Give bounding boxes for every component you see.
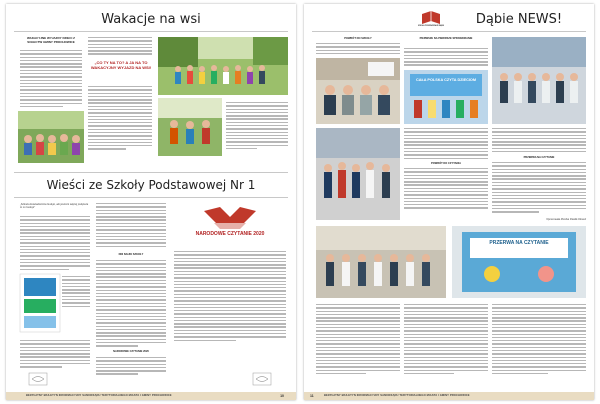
magazine-spread bbox=[6, 4, 594, 400]
subsection-heading-2: NARODOWE CZYTANIE 2020 bbox=[113, 350, 149, 353]
article-text-col2b bbox=[96, 260, 166, 349]
poster-title: PRZERWA NA CZYTANIE bbox=[489, 240, 549, 246]
article-text-cont2 bbox=[20, 340, 90, 370]
article-text-col2 bbox=[88, 37, 152, 57]
photo-image bbox=[18, 111, 84, 163]
article-text bbox=[20, 216, 90, 272]
poster-przerwa-na-czytanie bbox=[452, 226, 586, 298]
col-heading: POWRÓT DO SZKOŁY bbox=[344, 37, 372, 40]
photo-students-corridor bbox=[316, 226, 446, 298]
photo-children-outdoor bbox=[158, 98, 222, 156]
page-title: Wakacje na wsi bbox=[101, 12, 201, 27]
photo-image bbox=[158, 37, 288, 95]
photo-group-park bbox=[158, 37, 288, 95]
article-text-cont bbox=[62, 276, 90, 309]
article-text-row2-col2b bbox=[492, 162, 586, 215]
article-lead: „Szkoła doświadczenia buduje, ale jeszcze więcej polepsza to co buduje” bbox=[20, 203, 89, 210]
footer-text: BEZPŁATNY BIULETYN INFORMACYJNY SAMORZĄDU TERYTORIALNEGO MIASTA I GMINY PROCHOWICE bbox=[324, 394, 470, 397]
article-text bbox=[316, 43, 400, 56]
photo-certificate bbox=[20, 274, 60, 332]
logo-caption: SZKOŁA PODSTAWOWA W DĄBIU bbox=[417, 26, 445, 27]
ornament-icon bbox=[252, 372, 272, 386]
page-number: 10 bbox=[280, 393, 284, 398]
article-text-bottom2 bbox=[404, 304, 488, 376]
page-title: Dąbie NEWS! bbox=[475, 12, 563, 27]
poster-image bbox=[452, 226, 586, 298]
pull-quote: „CO TY NA TO? A JA NA TO WAKACYJNY WYJAZD NA WSI! bbox=[90, 60, 152, 70]
col-heading-4: PRZERWA NA CZYTANIE bbox=[523, 156, 555, 159]
left-page bbox=[6, 4, 296, 400]
page-footer bbox=[6, 392, 296, 400]
photo-image bbox=[316, 128, 400, 220]
article-text-col3 bbox=[174, 251, 286, 343]
banner-cala-polska bbox=[404, 70, 488, 124]
photo-children-group bbox=[18, 111, 84, 163]
banner-caption: CAŁA POLSKA CZYTA DZIECIOM bbox=[415, 78, 477, 82]
photo-students-reading bbox=[316, 128, 400, 220]
photo-image bbox=[492, 37, 586, 124]
article-text-bottom3 bbox=[492, 304, 586, 376]
article-text-col2b bbox=[88, 86, 152, 152]
page-number: 11 bbox=[310, 393, 314, 398]
article-text-row2-col1 bbox=[404, 128, 488, 161]
poster-image bbox=[174, 203, 286, 247]
ornament-left bbox=[28, 372, 48, 386]
school-logo bbox=[417, 10, 445, 30]
article-heading: WAKACYJNE WYJAZDY DZIECI Z SOŁECTW GMINY PROCHOWICE bbox=[27, 36, 75, 44]
ornament-icon bbox=[28, 372, 48, 386]
footer-text: BEZPŁATNY BIULETYN INFORMACYJNY SAMORZĄDU TERYTORIALNEGO MIASTA I GMINY PROCHOWICE bbox=[26, 394, 172, 397]
col-heading-2: PIERWSZE NA PIERWSZE SPRAWDZIANIE bbox=[419, 37, 473, 40]
page-footer bbox=[304, 392, 594, 400]
photo-image bbox=[158, 98, 222, 156]
poster-narodowe-czytanie bbox=[174, 203, 286, 247]
col-heading-3: POWRÓT DO CZYTANIA bbox=[431, 162, 461, 165]
photo-school-group bbox=[492, 37, 586, 124]
article-text-col2 bbox=[404, 48, 488, 68]
section-title: Wieści ze Szkoły Podstawowej Nr 1 bbox=[46, 178, 256, 192]
photo-classroom bbox=[316, 58, 400, 124]
school-logo-icon bbox=[420, 10, 442, 26]
photo-image bbox=[20, 274, 60, 332]
ornament-right bbox=[252, 372, 272, 386]
article-text-col2c bbox=[96, 357, 166, 377]
article-text-col2 bbox=[96, 203, 166, 249]
subsection-heading: DNI NAUKI SZKOŁY bbox=[118, 253, 144, 256]
right-page bbox=[304, 4, 594, 400]
article-text-row2-col2 bbox=[492, 128, 586, 154]
poster-title: NARODOWE CZYTANIE 2020 bbox=[195, 231, 265, 237]
article-text bbox=[20, 50, 82, 109]
photo-image bbox=[316, 226, 446, 298]
article-text-row2-col1b bbox=[404, 168, 488, 211]
article-text-bottom1 bbox=[316, 304, 400, 376]
photo-image bbox=[316, 58, 400, 124]
signoff: Opracowała Monika Pawlik-Kłosek bbox=[546, 218, 586, 221]
article-text-col3 bbox=[226, 102, 288, 151]
